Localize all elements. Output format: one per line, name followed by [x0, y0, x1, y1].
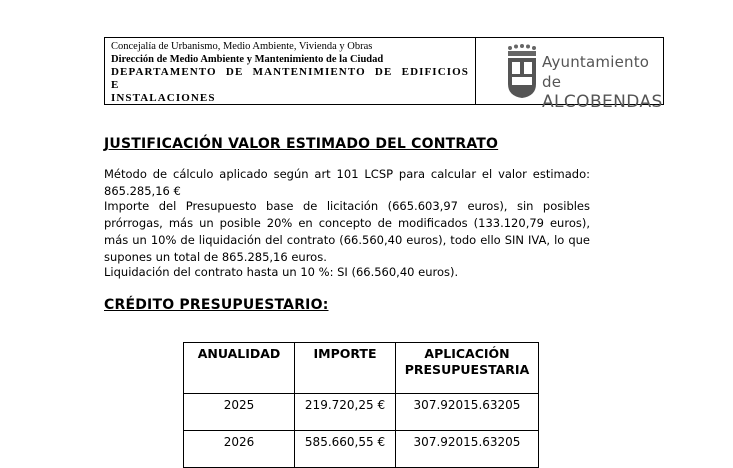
- budget-credit-title: CRÉDITO PRESUPUESTARIO:: [104, 297, 329, 313]
- cell-year: 2025: [184, 394, 295, 431]
- budget-paragraph: Importe del Presupuesto base de licitación (665.603,97 euros), sin posibles prórrogas, más un posible 20% en concepto de modificados (133.120,79 euros), más un 10% de liquidación del contrato (66.560,40 euros), todo ello SIN IVA, lo que supones un total de 865.285,16 euros.: [104, 199, 590, 264]
- cell-amount: 219.720,25 €: [295, 394, 396, 431]
- header-amount: IMPORTE: [295, 343, 396, 394]
- logo-text: [542, 52, 663, 112]
- table-row: [184, 431, 539, 468]
- cell-application: 307.92015.63205: [396, 431, 539, 468]
- budget-table: [183, 342, 539, 468]
- liquidation-paragraph: Liquidación del contrato hasta un 10 %: SI (66.560,40 euros).: [104, 265, 459, 279]
- estimated-value-title: JUSTIFICACIÓN VALOR ESTIMADO DEL CONTRATO: [104, 136, 499, 152]
- department-info: [105, 38, 476, 104]
- municipal-logo: [476, 38, 663, 112]
- logo-line1: Ayuntamiento de: [542, 53, 650, 91]
- header-direction-line: Dirección de Medio Ambiente y Mantenimiento de la Ciudad: [111, 54, 384, 65]
- table-row: [184, 394, 539, 431]
- header-department-line: DEPARTAMENTO DE MANTENIMIENTO DE EDIFICIOS E: [111, 66, 469, 91]
- header-council-line: Concejalía de Urbanismo, Medio Ambiente, Vivienda y Obras: [111, 41, 373, 52]
- table-header-row: [184, 343, 539, 394]
- logo-line2: ALCOBENDAS: [542, 92, 663, 112]
- cell-amount: 585.660,55 €: [295, 431, 396, 468]
- header-annuality: ANUALIDAD: [184, 343, 295, 394]
- cell-year: 2026: [184, 431, 295, 468]
- document-header: [104, 37, 664, 112]
- header-budget-application: APLICACIÓN PRESUPUESTARIA: [396, 343, 539, 394]
- header-department-line-2: INSTALACIONES: [111, 92, 216, 104]
- calculation-method-paragraph: Método de cálculo aplicado según art 101 LCSP para calcular el valor estimado: 865.285,16 €: [104, 167, 590, 198]
- crest-icon: [506, 44, 538, 100]
- cell-application: 307.92015.63205: [396, 394, 539, 431]
